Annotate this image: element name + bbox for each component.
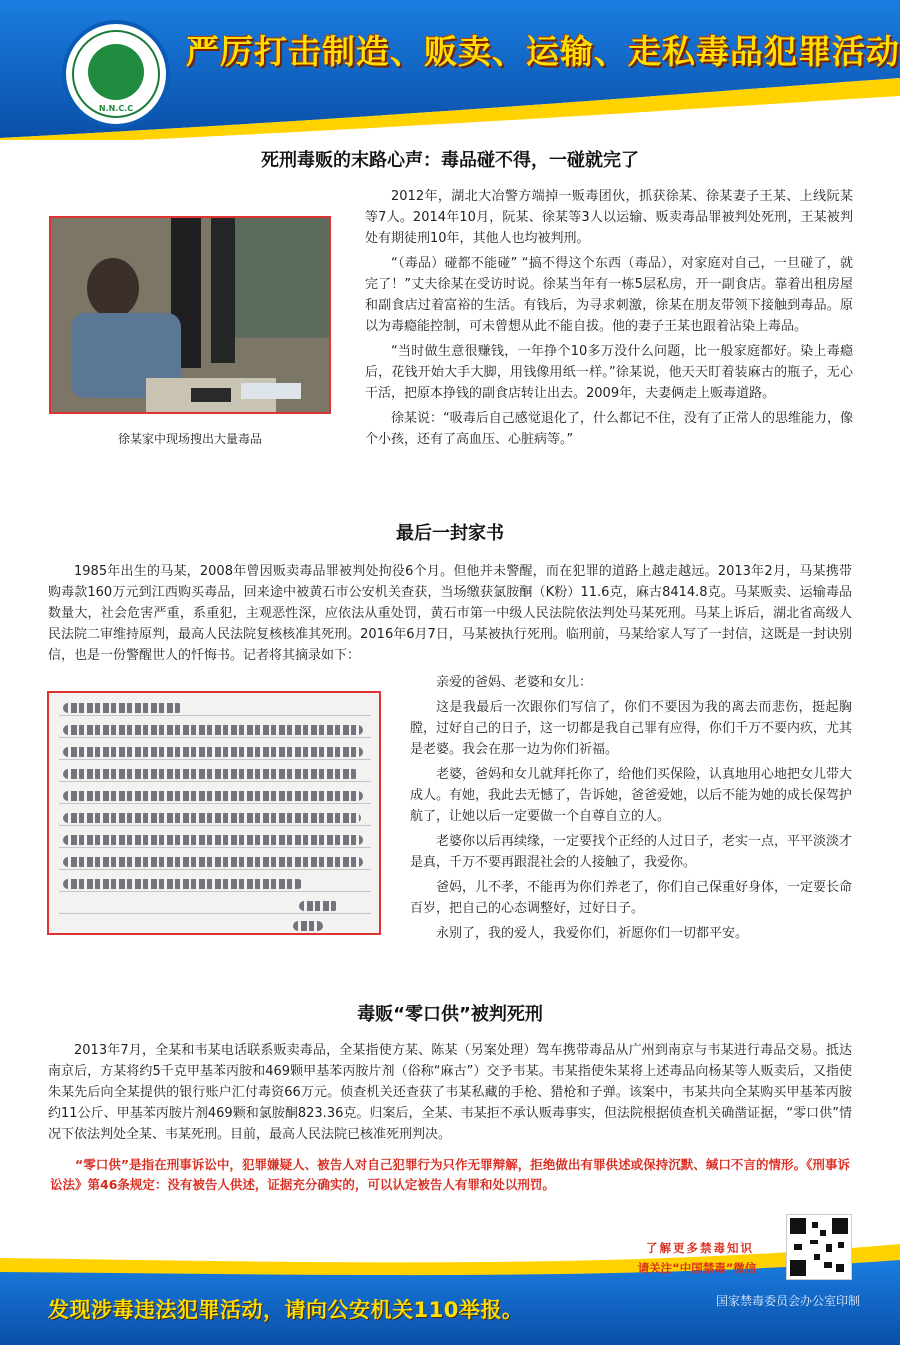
wechat-qr-code[interactable] bbox=[786, 1214, 852, 1280]
printer-credit: 国家禁毒委员会办公室印制 bbox=[715, 1294, 860, 1308]
letter-paragraph: 爸妈，儿不孝，不能再为你们养老了，你们自己保重好身体，一定要长命百岁，把自己的心态调整好，过好日子。 bbox=[410, 880, 853, 916]
section3-body-block bbox=[48, 1040, 852, 1145]
logo-letters: N.N.C.C bbox=[98, 104, 134, 113]
section1-title: 死刑毒贩的末路心声：毒品碰不得，一碰就完了 bbox=[261, 150, 639, 171]
scan-hint-line2: 请关注“中国禁毒”微信 bbox=[637, 1261, 757, 1275]
logo-emblem bbox=[88, 44, 144, 100]
page-title: 严厉打击制造、贩卖、运输、走私毒品犯罪活动 bbox=[186, 32, 900, 71]
photo-caption: 徐某家中现场搜出大量毒品 bbox=[117, 432, 262, 446]
handwritten-letter-photo bbox=[47, 691, 381, 935]
section1-body bbox=[365, 186, 853, 450]
scan-hint-line1: 了解更多禁毒知识 bbox=[646, 1241, 754, 1255]
section1-paragraph: 2012年，湖北大冶警方端掉一贩毒团伙，抓获徐某、徐某妻子王某、上线阮某等7人。2014年10月，阮某、徐某等3人以运输、贩卖毒品罪被判处死刑，王某被判处有期徒刑10年，其他人也均被判刑。 bbox=[365, 189, 853, 246]
section2-intro: 1985年出生的马某，2008年曾因贩卖毒品罪被判处拘役6个月。但他并未警醒，而在犯罪的道路上越走越远。2013年2月，马某携带购毒款160万元到江西购买毒品，回来途中被黄石市公安机关查获，当场缴获氯胺酮（K粉）11.6克，麻古8414.8克。马某贩卖、运输毒品数量大，社会危害严重，系重犯，主观恶性深，应依法从重处罚，黄石市第一中级人民法院依法判处马某死刑。马某上诉后，湖北省高级人民法院二审维持原判，最高人民法院复核核准其死刑。2016年6月7日，马某被执行死刑。临刑前，马某给家人写了一封信，这既是一封诀别信，也是一份警醒世人的忏悔书。记者将其摘录如下： bbox=[48, 564, 852, 663]
letter-paragraph: 老婆，爸妈和女儿就拜托你了，给他们买保险，认真地用心地把女儿带大成人。有她，我此去无憾了，告诉她，爸爸爱她，以后不能为她的成长保驾护航了，让她以后一定要做一个自尊自立的人。 bbox=[410, 767, 853, 824]
report-slogan: 发现涉毒违法犯罪活动，请向公安机关110举报。 bbox=[48, 1298, 524, 1322]
zero-confession-note: “零口供”是指在刑事诉讼中，犯罪嫌疑人、被告人对自己犯罪行为只作无罪辩解，拒绝做出有罪供述或保持沉默、缄口不言的情形。《刑事诉讼法》第46条规定：没有被告人供述，证据充分确实的，可以认定被告人有罪和处以刑罚。 bbox=[50, 1157, 850, 1192]
header-banner bbox=[0, 0, 900, 140]
section3-title: 毒贩“零口供”被判死刑 bbox=[357, 1004, 543, 1025]
section2-intro-block bbox=[48, 561, 852, 666]
letter-paragraph: 这是我最后一次跟你们写信了，你们不要因为我的离去而悲伤，挺起胸膛，过好自己的日子，这一切都是我自己罪有应得，你们千万不要内疚，尤其是老婆。我会在那一边为你们祈福。 bbox=[410, 700, 853, 757]
letter-paragraph: 老婆你以后再续缘，一定要找个正经的人过日子，老实一点，平平淡淡才是真，千万不要再跟混社会的人接触了，我爱你。 bbox=[410, 834, 853, 870]
letter-paragraph: 永别了，我的爱人，我爱你们，祈愿你们一切都平安。 bbox=[436, 926, 749, 941]
letter-transcript bbox=[410, 672, 852, 944]
seized-drugs-photo bbox=[49, 216, 331, 414]
section2-title: 最后一封家书 bbox=[396, 523, 504, 544]
section1-paragraph: 徐某说：“吸毒后自己感觉退化了，什么都记不住，没有了正常人的思维能力，像个小孩，还有了高血压、心脏病等。” bbox=[365, 411, 853, 447]
footer-banner bbox=[0, 1200, 900, 1345]
section1-paragraph: “（毒品）碰都不能碰” “搞不得这个东西（毒品），对家庭对自己，一旦碰了，就完了！”丈夫徐某在受访时说。徐某当年有一栋5层私房，开一副食店。靠着出租房屋和副食店过着富裕的生活。有钱后，为寻求刺激，徐某在朋友带领下接触到毒品。原以为毒瘾能控制，可未曾想从此不能自拔。他的妻子王某也跟着沾染上毒品。 bbox=[365, 256, 853, 334]
commission-logo bbox=[62, 20, 170, 128]
letter-greeting: 亲爱的爸妈、老婆和女儿： bbox=[436, 675, 593, 690]
section1-paragraph: “当时做生意很赚钱，一年挣个10多万没什么问题，比一般家庭都好。染上毒瘾后，花钱开始大手大脚，用钱像用纸一样。”徐某说，他天天盯着装麻古的瓶子，无心干活，把原本挣钱的副食店转让出去。2009年，夫妻俩走上贩毒道路。 bbox=[365, 344, 853, 401]
section3-body: 2013年7月，全某和韦某电话联系贩卖毒品，全某指使方某、陈某（另案处理）驾车携带毒品从广州到南京与韦某进行毒品交易。抵达南京后，方某将约5千克甲基苯丙胺和469颗甲基苯丙胺片剂（俗称“麻古”）交予韦某。韦某指使朱某将上述毒品向杨某等人贩卖后，又指使朱某先后向全某提供的银行账户汇付毒资66万元。侦查机关还查获了韦某私藏的手枪、猎枪和子弹。该案中，韦某共向全某购买甲基苯丙胺约11公斤、甲基苯丙胺片剂469颗和氯胺酮823.36克。归案后，全某、韦某拒不承认贩毒事实，但法院根据侦查机关确凿证据，“零口供”情况下依法判处全某、韦某死刑。目前，最高人民法院已核准死刑判决。 bbox=[48, 1043, 852, 1142]
